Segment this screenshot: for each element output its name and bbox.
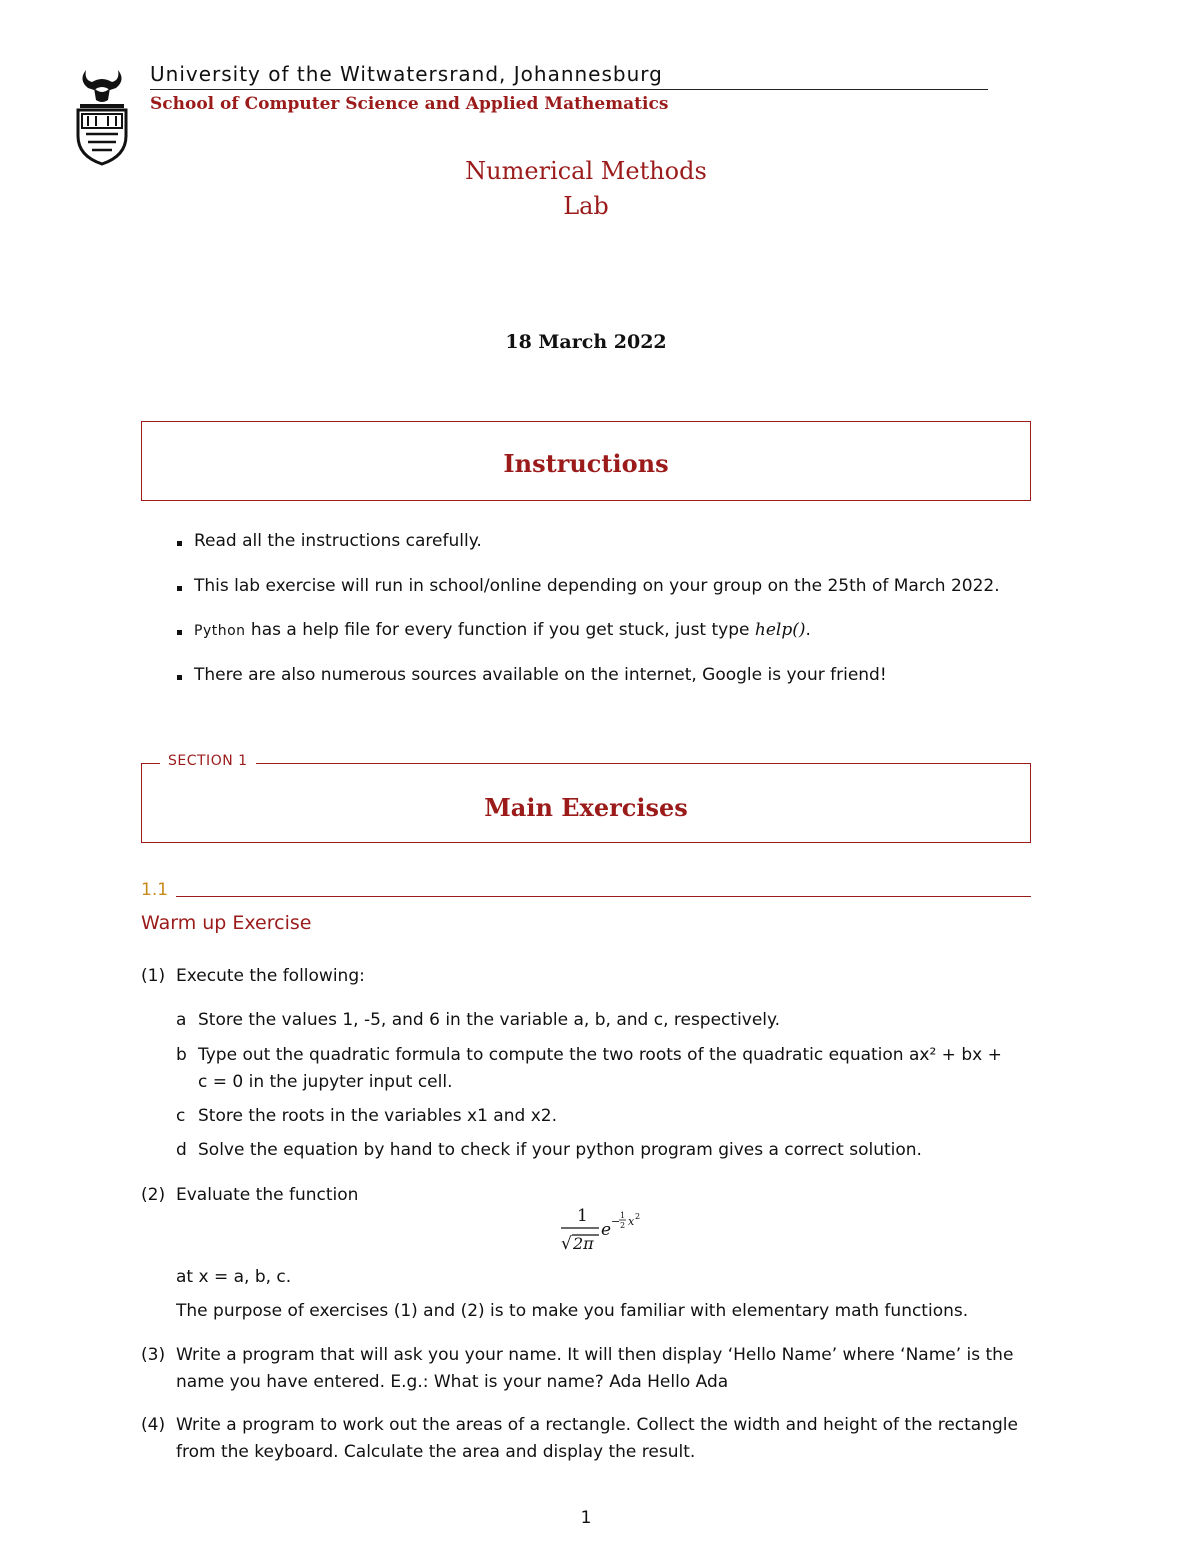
section-box [141,753,1031,843]
item-letter: a [176,1010,187,1030]
instructions-title: Instructions [503,449,669,478]
exercise-text: Execute the following: [176,966,365,986]
document-title: Numerical Methods [465,157,707,185]
list-item: Python has a help file for every function if you get stuck, just type help(). [176,620,1056,665]
exercise-number: (2) [141,1185,166,1205]
item-text: Type out the quadratic formula to compute the two roots of the quadratic equation ax² + bx + [198,1045,1002,1065]
help-code: help() [754,620,806,640]
page-number: 1 [580,1508,592,1528]
item-letter: b [176,1045,187,1065]
subsection-rule [176,896,1031,897]
svg-text:2: 2 [635,1212,641,1221]
instructions-list [176,531,1056,709]
header-rule [150,89,988,90]
school-name: School of Computer Science and Applied Mathematics [150,94,669,114]
item-letter: c [176,1106,186,1126]
svg-text:2π: 2π [573,1234,594,1253]
document-subtitle: Lab [563,192,609,220]
item-text: c = 0 in the jupyter input cell. [198,1072,453,1092]
list-item: Read all the instructions carefully. [176,531,1056,576]
exercise-text: Evaluate the function [176,1185,359,1205]
svg-text:2: 2 [620,1221,626,1230]
subsection-number: 1.1 [141,880,169,900]
section-title: Main Exercises [484,793,688,822]
exercise-text: from the keyboard. Calculate the area and display the result. [176,1442,696,1462]
exercise-number: (4) [141,1415,166,1435]
list-item: This lab exercise will run in school/online depending on your group on the 25th of March 2022. [176,576,1056,621]
exercise-text: The purpose of exercises (1) and (2) is to make you familiar with elementary math functions. [176,1301,969,1321]
svg-text:1: 1 [577,1206,588,1226]
exercise-number: (3) [141,1345,166,1365]
svg-text:e: e [601,1220,612,1240]
item-text: Solve the equation by hand to check if your python program gives a correct solution. [198,1140,922,1160]
exercise-text: Write a program that will ask you your name. It will then display ‘Hello Name’ where ‘Name’ is the [176,1345,1014,1365]
exercise-text: at x = a, b, c. [176,1267,292,1287]
exercise-number: (1) [141,966,166,986]
gaussian-formula [555,1203,675,1263]
item-text: Store the values 1, -5, and 6 in the variable a, b, and c, respectively. [198,1010,781,1030]
university-name: University of the Witwatersrand, Johannesburg [150,62,663,86]
svg-text:√: √ [561,1234,572,1254]
university-crest-icon [72,66,132,166]
list-item: There are also numerous sources available on the internet, Google is your friend! [176,665,1056,710]
instructions-box [141,421,1031,501]
section-label: SECTION 1 [160,753,256,769]
item-letter: d [176,1140,187,1160]
subsection-title: Warm up Exercise [141,912,312,934]
python-word: Python [194,623,246,639]
svg-text:1: 1 [620,1211,626,1220]
svg-text:x: x [628,1215,635,1228]
svg-text:−: − [611,1215,621,1228]
item-text: Store the roots in the variables x1 and x2. [198,1106,557,1126]
exercise-text: Write a program to work out the areas of a rectangle. Collect the width and height of the rectangle [176,1415,1018,1435]
exercise-text: name you have entered. E.g.: What is your name? Ada Hello Ada [176,1372,729,1392]
document-date: 18 March 2022 [505,331,667,353]
